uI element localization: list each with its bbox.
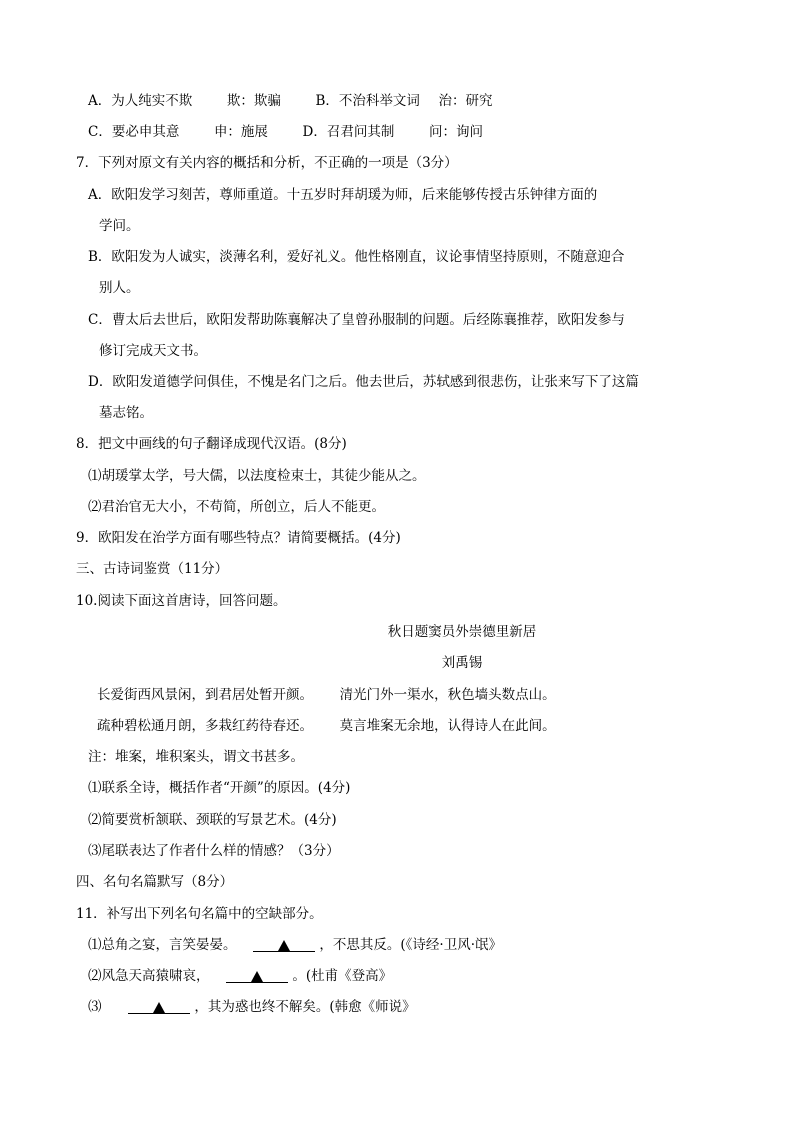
q11-item-2-suffix: 。(杜甫《登高》 <box>292 968 393 984</box>
poem-author: 刘禹锡 <box>441 655 483 671</box>
q7-option-d-line1: D．欧阳发道德学问俱佳，不愧是名门之后。他去世后，苏轼感到很悲伤，让张来写下了这篇 <box>88 374 639 390</box>
poem-couplet-2 <box>97 717 556 735</box>
poem-couplet-1 <box>97 686 556 704</box>
q10-stem: 10.阅读下面这首唐诗，回答问题。 <box>76 593 287 609</box>
q8-sentence-2: ⑵君治官无大小，不苟简，所创立，后人不能更。 <box>88 499 385 515</box>
triangle-icon <box>278 940 290 951</box>
q7-option-b-line1: B．欧阳发为人诚实，淡薄名利，爱好礼义。他性格刚直，议论事情坚持原则，不随意迎合 <box>88 249 625 265</box>
q6-option-a-gloss: 欺：欺骗 <box>226 93 281 109</box>
q6-option-b: B．不治科举文词 <box>315 93 420 109</box>
q7-option-b-line2: 别人。 <box>99 280 140 296</box>
q11-item-1-prefix: ⑴总角之宴，言笑晏晏。 <box>88 937 237 953</box>
poem-line-1: 长爱街西风景闲，到君居处暂开颜。 <box>97 687 313 703</box>
section-4-heading: 四、名句名篇默写（8分） <box>76 874 234 890</box>
q11-item-2-prefix: ⑵风急天高猿啸哀， <box>88 968 210 984</box>
q11-stem: 11．补写出下列名句名篇中的空缺部分。 <box>76 906 323 922</box>
triangle-icon <box>251 971 263 982</box>
triangle-icon <box>153 1002 165 1013</box>
q11-item-2 <box>88 967 392 985</box>
poem-title: 秋日题窦员外崇德里新居 <box>387 624 537 640</box>
q7-option-d-line2: 墓志铭。 <box>99 405 153 421</box>
q11-blank-2[interactable] <box>226 967 288 983</box>
poem-line-2: 清光门外一渠水，秋色墙头数点山。 <box>339 687 556 703</box>
q6-option-a: A．为人纯实不欺 <box>88 93 193 109</box>
q6-option-c-gloss: 申：施展 <box>213 124 268 140</box>
q11-item-3 <box>88 998 416 1016</box>
q6-option-d-gloss: 问：询问 <box>428 124 483 140</box>
q7-option-c-line1: C．曹太后去世后，欧阳发帮助陈襄解决了皇曾孙服制的问题。后经陈襄推荐，欧阳发参与 <box>88 312 625 328</box>
q6-option-c-row <box>88 123 483 141</box>
poem-line-3: 疏种碧松通月朗，多栽红药待春还。 <box>97 718 313 734</box>
q11-blank-3[interactable] <box>128 998 190 1014</box>
q6-option-b-gloss: 治：研究 <box>438 93 493 109</box>
q7-option-c-line2: 修订完成天文书。 <box>99 343 207 359</box>
q8-stem: 8．把文中画线的句子翻译成现代汉语。(8分) <box>76 436 347 452</box>
q11-item-3-prefix: ⑶ <box>88 999 102 1015</box>
q6-option-a-row <box>88 92 492 110</box>
q9-stem: 9．欧阳发在治学方面有哪些特点？请简要概括。(4分) <box>76 530 401 546</box>
q10-sub-3: ⑶尾联表达了作者什么样的情感？（3分） <box>88 843 340 859</box>
q11-item-3-suffix: ，其为惑也终不解矣。(韩愈《师说》 <box>194 999 416 1015</box>
q6-option-c: C．要必申其意 <box>88 124 180 140</box>
q6-option-d: D．召君问其制 <box>302 124 395 140</box>
q7-option-a-line2: 学问。 <box>99 218 140 234</box>
q8-sentence-1: ⑴胡瑗掌太学，号大儒，以法度检束士，其徒少能从之。 <box>88 468 426 484</box>
q7-stem: 7．下列对原文有关内容的概括和分析，不正确的一项是（3分） <box>76 155 458 171</box>
q10-sub-1: ⑴联系全诗，概括作者“开颜”的原因。(4分) <box>88 780 351 796</box>
q11-item-1 <box>88 936 502 954</box>
poem-line-4: 莫言堆案无余地，认得诗人在此间。 <box>339 718 556 734</box>
section-3-heading: 三、古诗词鉴赏（11分） <box>76 561 229 577</box>
q7-option-a-line1: A．欧阳发学习刻苦，尊师重道。十五岁时拜胡瑗为师，后来能够传授古乐钟律方面的 <box>88 187 598 203</box>
q10-sub-2: ⑵简要赏析颔联、颈联的写景艺术。(4分) <box>88 812 337 828</box>
q11-blank-1[interactable] <box>253 936 315 952</box>
q11-item-1-suffix: ，不思其反。(《诗经·卫风·氓》 <box>319 937 502 953</box>
poem-note: 注：堆案，堆积案头，谓文书甚多。 <box>88 749 304 765</box>
